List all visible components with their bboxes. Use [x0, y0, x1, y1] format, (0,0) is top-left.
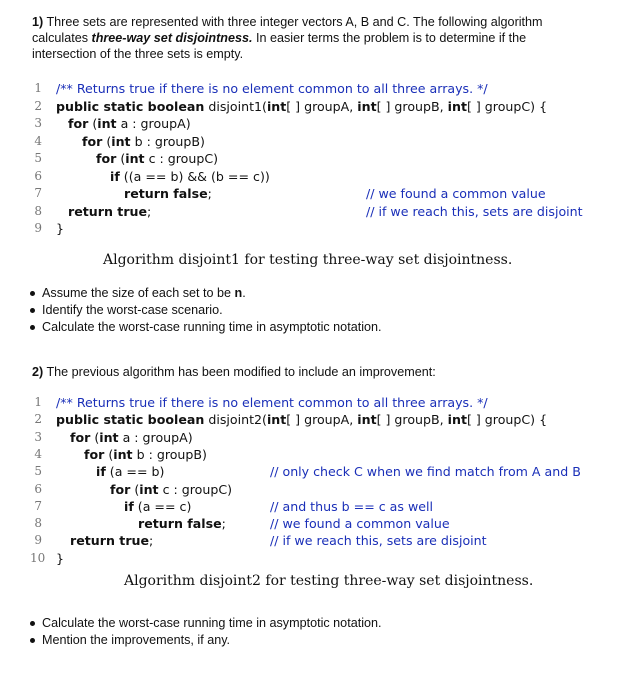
code-text	[56, 220, 64, 237]
code-token: ;	[221, 516, 226, 532]
code-keyword: int	[447, 412, 467, 428]
line-number: 7	[34, 498, 42, 513]
code-keyword: if	[110, 168, 120, 184]
bullet-text: Calculate the worst-case running time in asymptotic notation.	[42, 616, 382, 630]
code-keyword: int	[97, 116, 117, 131]
code-text	[124, 185, 212, 202]
line-number: 3	[34, 116, 42, 130]
code-comment: // only check C when we find match from A and B	[270, 464, 581, 480]
code-keyword: int	[111, 133, 131, 149]
code-keyword: if	[96, 464, 106, 480]
code-token: }	[56, 221, 65, 236]
code-comment: // if we reach this, sets are disjoint	[366, 203, 583, 219]
code-token: disjoint1(	[204, 98, 267, 114]
bullet-text: Assume the size of each set to be	[42, 286, 235, 300]
line-number: 10	[30, 550, 46, 565]
bullet-item	[30, 632, 382, 649]
code-text	[84, 446, 207, 463]
code-keyword: for	[110, 481, 131, 497]
line-number: 5	[34, 464, 42, 479]
line-number: 8	[34, 516, 42, 531]
code-token: }	[56, 550, 65, 566]
code-token: b : groupB)	[130, 133, 205, 149]
line-number: 7	[34, 186, 42, 200]
code-keyword: return false	[124, 186, 208, 201]
code-comment: // we found a common value	[270, 516, 450, 532]
code-keyword: public static boolean	[56, 98, 205, 114]
code-token: [ ] groupC) {	[466, 98, 548, 114]
line-number: 6	[34, 481, 42, 496]
q1-intro-post: In easier terms the problem is to determine if the intersection of the three sets is empty.	[32, 31, 527, 61]
code-text	[96, 463, 164, 480]
bullet-item	[30, 302, 382, 319]
code-text	[138, 515, 226, 532]
q1-intro	[32, 14, 592, 62]
q2-caption: Algorithm disjoint2 for testing three-way set disjointness.	[124, 573, 534, 589]
code-keyword: for	[84, 446, 105, 462]
q1-intro-pre: Three sets are represented with three integer vectors A, B and C. The following algorithm calculates	[32, 15, 543, 45]
q2-bullets	[30, 615, 382, 649]
code-keyword: return true	[68, 203, 148, 219]
code-text	[110, 168, 270, 185]
code-token: ;	[207, 186, 212, 201]
q2-number: 2)	[32, 365, 44, 379]
bullet-text: Identify the worst-case scenario.	[42, 303, 223, 317]
code-comment: // if we reach this, sets are disjoint	[270, 533, 487, 549]
q1-number: 1)	[32, 15, 44, 29]
code-text	[110, 481, 232, 498]
bullet-item	[30, 285, 382, 302]
line-number: 4	[34, 446, 42, 461]
bullet-bold-text: n	[234, 286, 243, 300]
code-comment: /** Returns true if there is no element common to all three arrays. */	[56, 395, 488, 410]
line-number: 3	[34, 429, 42, 444]
code-token: ((a == b) && (b == c))	[119, 168, 270, 184]
bullet-text-end: .	[242, 286, 246, 300]
code-keyword: int	[266, 98, 287, 114]
code-token: (	[104, 446, 114, 462]
code-text	[68, 203, 151, 220]
code-token: c : groupC)	[158, 481, 233, 497]
line-number: 2	[34, 412, 42, 427]
code-keyword: int	[113, 446, 133, 462]
code-keyword: int	[447, 98, 467, 114]
code-token: ;	[147, 203, 152, 219]
code-token: ;	[149, 533, 154, 549]
code-token: (	[102, 133, 112, 149]
code-keyword: int	[139, 481, 159, 497]
code-text	[56, 550, 64, 567]
code-keyword: for	[70, 429, 91, 445]
code-keyword: return false	[138, 516, 222, 532]
q2-intro-text: The previous algorithm has been modified to include an improvement:	[43, 365, 436, 379]
code-comment: /** Returns true if there is no element common to all three arrays. */	[56, 81, 488, 96]
q1-caption: Algorithm disjoint1 for testing three-way set disjointness.	[103, 252, 513, 268]
code-token: (a == c)	[133, 498, 192, 514]
code-keyword: int	[99, 429, 119, 445]
code-text	[82, 133, 205, 150]
code-token: (	[130, 481, 140, 497]
code-text	[96, 150, 218, 167]
code-keyword: return true	[70, 533, 150, 549]
code-token: c : groupC)	[144, 151, 219, 166]
line-number: 9	[34, 533, 42, 548]
line-number: 2	[34, 98, 42, 113]
code-token: [ ] groupC) {	[466, 412, 548, 428]
code-token: [ ] groupB,	[376, 98, 448, 114]
code-token: (	[88, 116, 98, 131]
code-text	[56, 394, 488, 411]
bullet-item	[30, 319, 382, 336]
code-token: a : groupA)	[118, 429, 193, 445]
code-token: [ ] groupB,	[376, 412, 448, 428]
code-token: (	[90, 429, 100, 445]
q2-intro	[32, 364, 592, 380]
line-number: 1	[34, 395, 42, 409]
code-token: disjoint2(	[204, 412, 267, 428]
code-keyword: int	[266, 412, 287, 428]
code-text	[68, 115, 191, 132]
code-token: [ ] groupA,	[286, 98, 358, 114]
code-keyword: for	[68, 116, 89, 131]
code-keyword: public static boolean	[56, 412, 205, 428]
bullet-text: Mention the improvements, if any.	[42, 633, 231, 647]
line-number: 1	[34, 81, 42, 95]
code-token: b : groupB)	[132, 446, 207, 462]
code-text	[56, 80, 488, 97]
code-token: (	[116, 151, 126, 166]
bullet-text: Calculate the worst-case running time in asymptotic notation.	[42, 320, 382, 334]
code-text	[124, 498, 191, 515]
code-keyword: for	[96, 151, 117, 166]
q1-intro-bold: three-way set disjointness.	[91, 31, 253, 45]
code-comment: // and thus b == c as well	[270, 498, 434, 514]
bullet-item	[30, 615, 382, 632]
code-keyword: int	[357, 98, 377, 114]
code-keyword: int	[125, 151, 145, 166]
code-keyword: for	[82, 133, 103, 149]
code-comment: // we found a common value	[366, 186, 546, 201]
line-number: 9	[34, 221, 42, 235]
q1-bullets	[30, 285, 382, 336]
line-number: 5	[34, 151, 42, 165]
line-number: 8	[34, 203, 42, 218]
code-text	[56, 98, 547, 115]
code-token: [ ] groupA,	[286, 412, 358, 428]
code-text	[56, 411, 547, 428]
code-keyword: if	[124, 498, 134, 514]
line-number: 4	[34, 133, 42, 148]
code-token: a : groupA)	[116, 116, 191, 131]
code-token: (a == b)	[105, 464, 165, 480]
line-number: 6	[34, 168, 42, 183]
code-text	[70, 532, 153, 549]
code-keyword: int	[357, 412, 377, 428]
code-text	[70, 429, 193, 446]
